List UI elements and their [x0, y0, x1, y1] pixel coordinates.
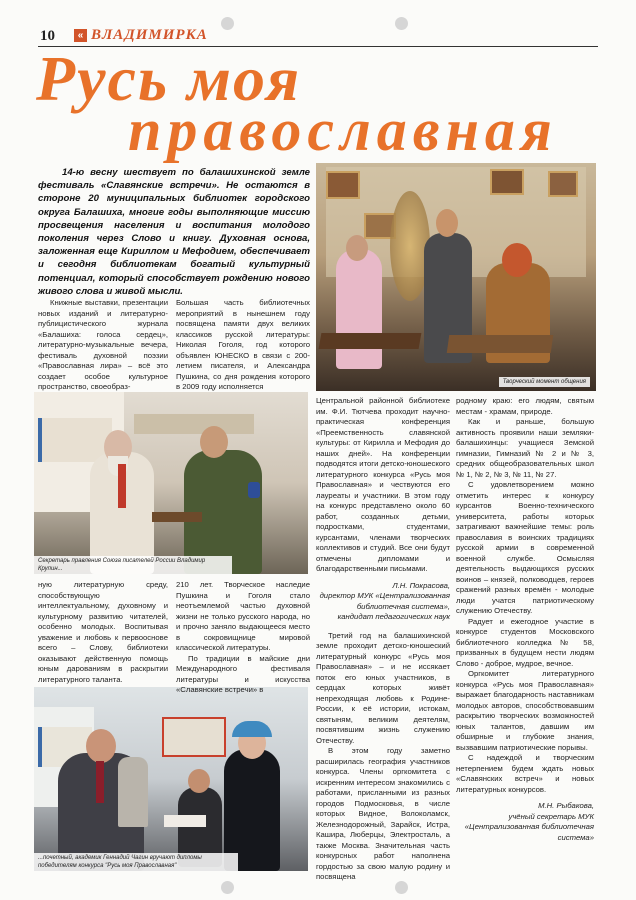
article-paragraph: родному краю: его людям, святым местам - храмам, природе.: [456, 396, 594, 416]
text-column-4: [456, 396, 594, 843]
article-paragraph: В этом году заметно расширилась география участников конкурса. Члены оргкомитета с искренним интересом знакомились с работами, присланными из разных городов Подмосковья, в числе которых Видное, Волоколамск, Железнодорожный, Зарайск, Истра, Кашира, Люберцы, Электросталь, а также Москва. Значительная часть конкурсных работ наполнена гордостью за свою малую родину и посвящена: [316, 746, 450, 881]
article-paragraph: Книжные выставки, презентации новых изданий и литературно-публицистического журнала «Балашиха: голоса сердец», литературно-музыкальные вечера, фестиваль духовной поэзии «Православная лира» – всё это создает особое культурное пространство, своеобраз-: [38, 298, 168, 391]
section-logo-icon: «: [74, 29, 87, 42]
article-paragraph: Центральной районной библиотеке им. Ф.И. Тютчева проходит научно-практическая конференция «Преемственность славянской культуры: от Кирилла и Мефодия до наших дней». На конференции подводятся итоги детско-юношеского литературного конкурса «Русь моя Православная» и чествуются его лауреаты и участники. В этом году на конкурс представлено около 60 работ, созданных детьми, подростками, студентами, курсантами, членами творческих коллективов и студий. Все они будут отмечены дипломами и благодарственными письмами.: [316, 396, 450, 573]
text-column-3: [316, 396, 450, 883]
punch-hole: [395, 17, 408, 30]
signature-degree: кандидат педагогических наук: [337, 612, 450, 621]
headline-line-1: Русь моя: [36, 43, 302, 114]
article-paragraph: Третий год на балашихинской земле проходит детско-юношеский литературный конкурс «Русь моя Православная» – и не иссякает поток его юных участников, в сердцах которых живёт непреходящая любовь к Родине-России, к её истории, истокам, святыням, великим деятелям, посвятившим жизнь служению Отечеству.: [316, 630, 450, 745]
headline-line-2: православная: [128, 97, 558, 163]
lead-paragraph: 14-ю весну шествует по балашихинской земле фестиваль «Славянские встречи». Не остаются в стороне 20 муниципальных библиотек городского округа Балашиха, многие годы выполняющие миссию просвещения населения и воспитания молодого поколения через Слово и книгу. Духовная основа, заложенная еще Кириллом и Мефодием, обеспечивает и сегодня библиотекам богатый культурный потенциал, который способствует рождению нового живого слова и живой мысли.: [38, 167, 310, 297]
article-paragraph: Большая часть библиотечных мероприятий в нынешнем году посвящена памяти двух великих классиков русской литературы: Николая Гоголя, год которого объявлен ЮНЕСКО в связи с 200-летием писателя, и Александра Пушкина, со дня рождения которого в 2009 году исполняется: [176, 298, 310, 391]
article-paragraph: Оргкомитет литературного конкурса «Русь моя Православная» выражает благодарность наставникам молодых авторов, способствовавшим раскрытию творческих возможностей юных талантов, давшим им обширные и глубокие знания, вызвавшим патриотические порывы.: [456, 669, 594, 752]
punch-hole: [221, 17, 234, 30]
text-column-2: [176, 298, 310, 393]
text-column-2-continued: [176, 580, 310, 696]
photo-award-ceremony: [34, 392, 308, 574]
photo-caption: Секретарь правления Союза писателей России Владимир Крупин...: [34, 556, 232, 574]
signature-name: Л.Н. Покрасова,: [392, 580, 450, 590]
punch-hole: [395, 881, 408, 894]
text-column-1: [38, 298, 168, 393]
signature-title: директор МУК «Централизованная библиотечная система»,: [319, 591, 450, 611]
article-paragraph: По традиции в майские дни Международного фестиваля литературы и искусства «Славянские встречи» в: [176, 653, 310, 694]
text-column-1-continued: [38, 580, 168, 685]
punch-hole: [221, 881, 234, 894]
page-number: 10: [40, 28, 55, 44]
article-paragraph: С удовлетворением можно отметить интерес к конкурсу курсантов Военно-технического университета, работы которых затрагивают важнейшие темы: роль православия в воинских традициях русской армии в современной военной службе. Осмысляя деятельность выдающихся русских воинов – князей, полководцев, героев сражений разных времён - молодые люди учатся патриотическому служению Отечеству.: [456, 480, 594, 615]
photo-gusli-players: [316, 163, 596, 391]
photo-caption: Творческий момент общения: [499, 377, 590, 387]
signature-title: учёный секретарь МУК «Централизованная библиотечная система»: [464, 811, 594, 842]
article-paragraph: Как и раньше, большую активность проявили наши земляки-балашихинцы: учащиеся Земской гимназии, Гимназий № 2 и № 3, средних общеобразовательных школ № 1, № 2, № 3, № 11, № 27.: [456, 417, 594, 479]
article-paragraph: С надеждой и творческим нетерпением будем ждать новых «Славянских встреч» и новых литературных конкурсов.: [456, 753, 594, 794]
article-paragraph: Радует и ежегодное участие в конкурсе студентов Московского библиотечного колледжа № 58, призванных в будущем нести людям Слово - доброе, мудрое, вечное.: [456, 616, 594, 668]
publication-name: ВЛАДИМИРКА: [91, 27, 208, 43]
photo-caption: ...почетный, академик Геннадий Чагин вручают дипломы победителям конкурса "Русь моя Православная": [34, 853, 238, 871]
article-paragraph: 210 лет. Творческое наследие Пушкина и Гоголя стало неотъемлемой частью духовной жизни не только русского народа, но и прочно заняло выдающееся место в сокровищнице мировой классической литературы.: [176, 580, 310, 652]
article-paragraph: ную литературную среду, способствующую интеллектуальному, духовному и культурному развитию читателей, особенно молодых. Воспитывая уважение и любовь к первоосновe всего – Слову, библиотеки оказывают действенную помощь юным дарованиям в раскрытии литературного таланта.: [38, 580, 168, 684]
signature-name: М.Н. Рыбакова,: [538, 801, 594, 810]
photo-diploma-presentation: [34, 687, 308, 871]
